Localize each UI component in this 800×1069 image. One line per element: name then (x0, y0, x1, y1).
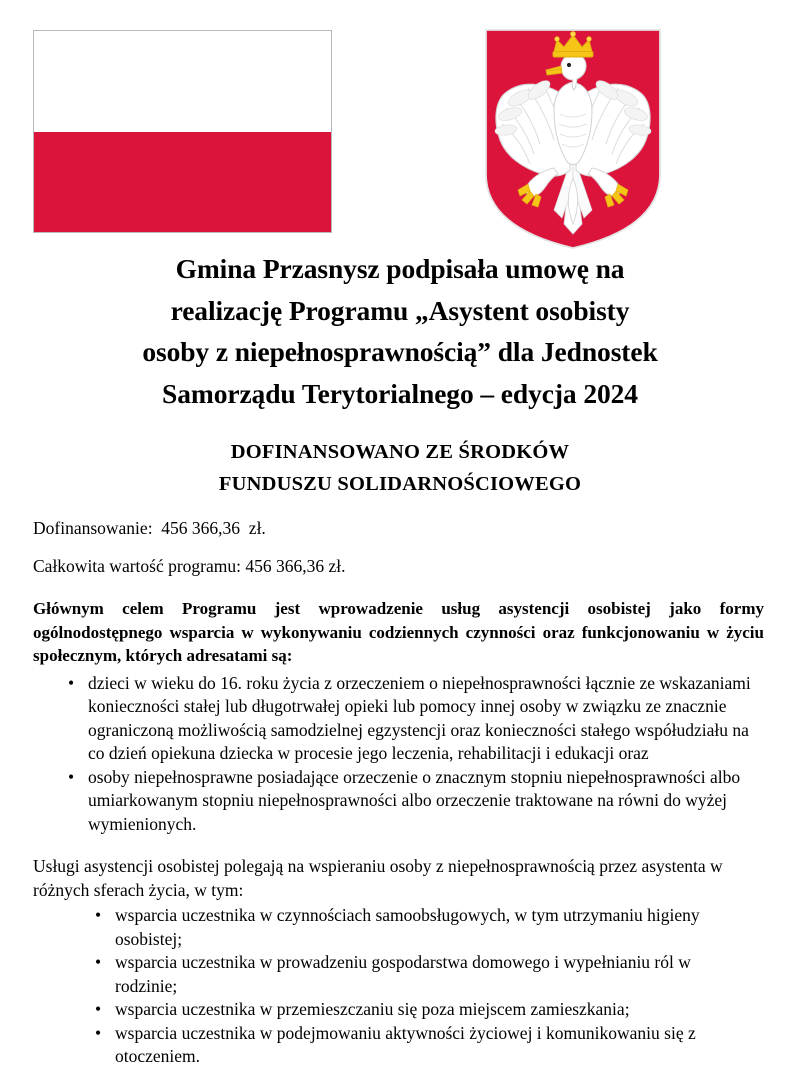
addressees-item-text: dzieci w wieku do 16. roku życia z orzeczeniem o niepełnosprawności łącznie ze wskazaniami konieczności stałej lub długotrwałej opieki lub pomocy innej osoby w związku ze znacznie ograniczoną możliwością samodzielnej egzystencji oraz konieczności stałego współudziału na co dzień opiekuna dziecka w procesie jego leczenia, rehabilitacji i edukacji oraz (88, 672, 751, 763)
list-item (68, 672, 770, 766)
polish-flag-image (33, 30, 332, 233)
funding-subtitle (0, 414, 800, 500)
total-value-line: Całkowita wartość programu: 456 366,36 zł. (33, 556, 346, 576)
services-item-text: wsparcia uczestnika w podejmowaniu aktywności życiowej i komunikowaniu się z otoczeniem. (115, 1022, 696, 1066)
document-body (0, 517, 800, 1069)
bullet-icon: • (68, 672, 75, 693)
title-line-1: Gmina Przasnysz podpisała umowę na (175, 253, 625, 284)
services-intro-paragraph: Usługi asystencji osobistej polegają na wspieraniu osoby z niepełnosprawnością przez asystenta w różnych sferach życia, w tym: (33, 856, 723, 900)
list-item (95, 951, 770, 998)
emblem-row (0, 0, 800, 248)
list-item (95, 904, 770, 951)
bullet-icon: • (95, 999, 102, 1019)
addressees-list (33, 672, 770, 837)
title-line-4: Samorządu Terytorialnego – edycja 2024 (162, 377, 638, 409)
services-list (33, 904, 770, 1069)
program-goal-paragraph: Głównym celem Programu jest wprowadzenie usług asystencji osobistej jako formy ogólnodostępnego wsparcia w wykonywaniu codziennych czynności oraz funkcjonowaniu w życiu społecznym, których adresatami są: (33, 599, 764, 665)
bullet-icon: • (95, 952, 102, 972)
flag-white-stripe (34, 31, 331, 132)
bullet-icon: • (95, 1022, 102, 1043)
subtitle-line-2: FUNDUSZU SOLIDARNOŚCIOWEGO (218, 473, 582, 495)
bullet-icon: • (68, 766, 75, 787)
page-title (0, 248, 800, 414)
services-item-text: wsparcia uczestnika w czynnościach samoobsługowych, w tym utrzymaniu higieny osobistej; (115, 905, 700, 949)
services-item-text: wsparcia uczestnika w prowadzeniu gospodarstwa domowego i wypełnianiu ról w rodzinie; (115, 952, 691, 996)
list-item (68, 766, 770, 837)
polish-coat-of-arms-image (484, 28, 662, 250)
flag-red-stripe (34, 132, 331, 233)
bullet-icon: • (95, 905, 102, 925)
subtitle-line-1: DOFINANSOWANO ZE ŚRODKÓW (230, 441, 570, 463)
title-line-3: osoby z niepełnosprawnością” dla Jednostek (142, 336, 658, 367)
list-item (95, 1022, 770, 1069)
cofinancing-amount-line: Dofinansowanie: 456 366,36 zł. (33, 518, 266, 538)
addressees-item-text: osoby niepełnosprawne posiadające orzeczenie o znacznym stopniu niepełnosprawności albo umiarkowanym stopniu niepełnosprawności albo orzeczenie traktowane na równi do wyżej wymienionych. (88, 766, 741, 834)
title-line-2: realizację Programu „Asystent osobisty (170, 294, 630, 326)
list-item (95, 998, 770, 1022)
services-item-text: wsparcia uczestnika w przemieszczaniu się poza miejscem zamieszkania; (115, 999, 630, 1019)
